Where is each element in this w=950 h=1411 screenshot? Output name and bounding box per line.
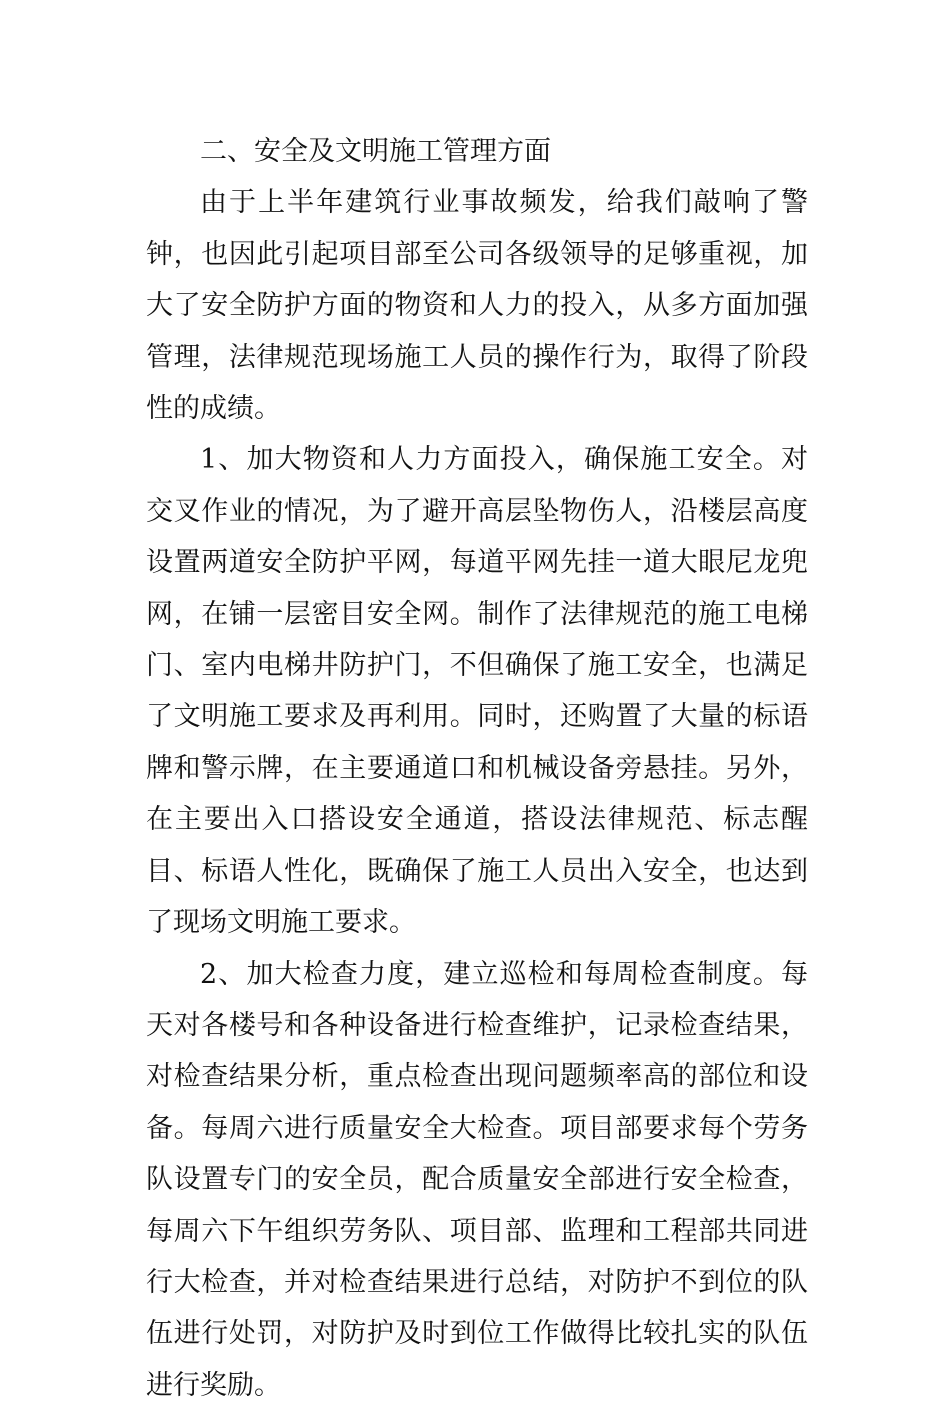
paragraph-intro: 由于上半年建筑行业事故频发，给我们敲响了警钟，也因此引起项目部至公司各级领导的足够重视，加大了安全防护方面的物资和人力的投入，从多方面加强管理，法律规范现场施工人员的操作行为，取得了阶段性的成绩。 <box>146 177 808 434</box>
paragraph-item-1: 1、加大物资和人力方面投入，确保施工安全。对交叉作业的情况，为了避开高层坠物伤人，沿楼层高度设置两道安全防护平网，每道平网先挂一道大眼尼龙兜网，在铺一层密目安全网。制作了法律规范的施工电梯门、室内电梯井防护门，不但确保了施工安全，也满足了文明施工要求及再利用。同时，还购置了大量的标语牌和警示牌，在主要通道口和机械设备旁悬挂。另外，在主要出入口搭设安全通道，搭设法律规范、标志醒目、标语人性化，既确保了施工人员出入安全，也达到了现场文明施工要求。 <box>146 434 808 948</box>
paragraph-item-2: 2、加大检查力度，建立巡检和每周检查制度。每天对各楼号和各种设备进行检查维护，记录检查结果，对检查结果分析，重点检查出现问题频率高的部位和设备。每周六进行质量安全大检查。项目部要求每个劳务队设置专门的安全员，配合质量安全部进行安全检查，每周六下午组织劳务队、项目部、监理和工程部共同进行大检查，并对检查结果进行总结，对防护不到位的队伍进行处罚，对防护及时到位工作做得比较扎实的队伍进行奖励。 <box>146 949 808 1411</box>
section-heading: 二、安全及文明施工管理方面 <box>146 126 808 177</box>
document-body <box>146 126 808 1411</box>
